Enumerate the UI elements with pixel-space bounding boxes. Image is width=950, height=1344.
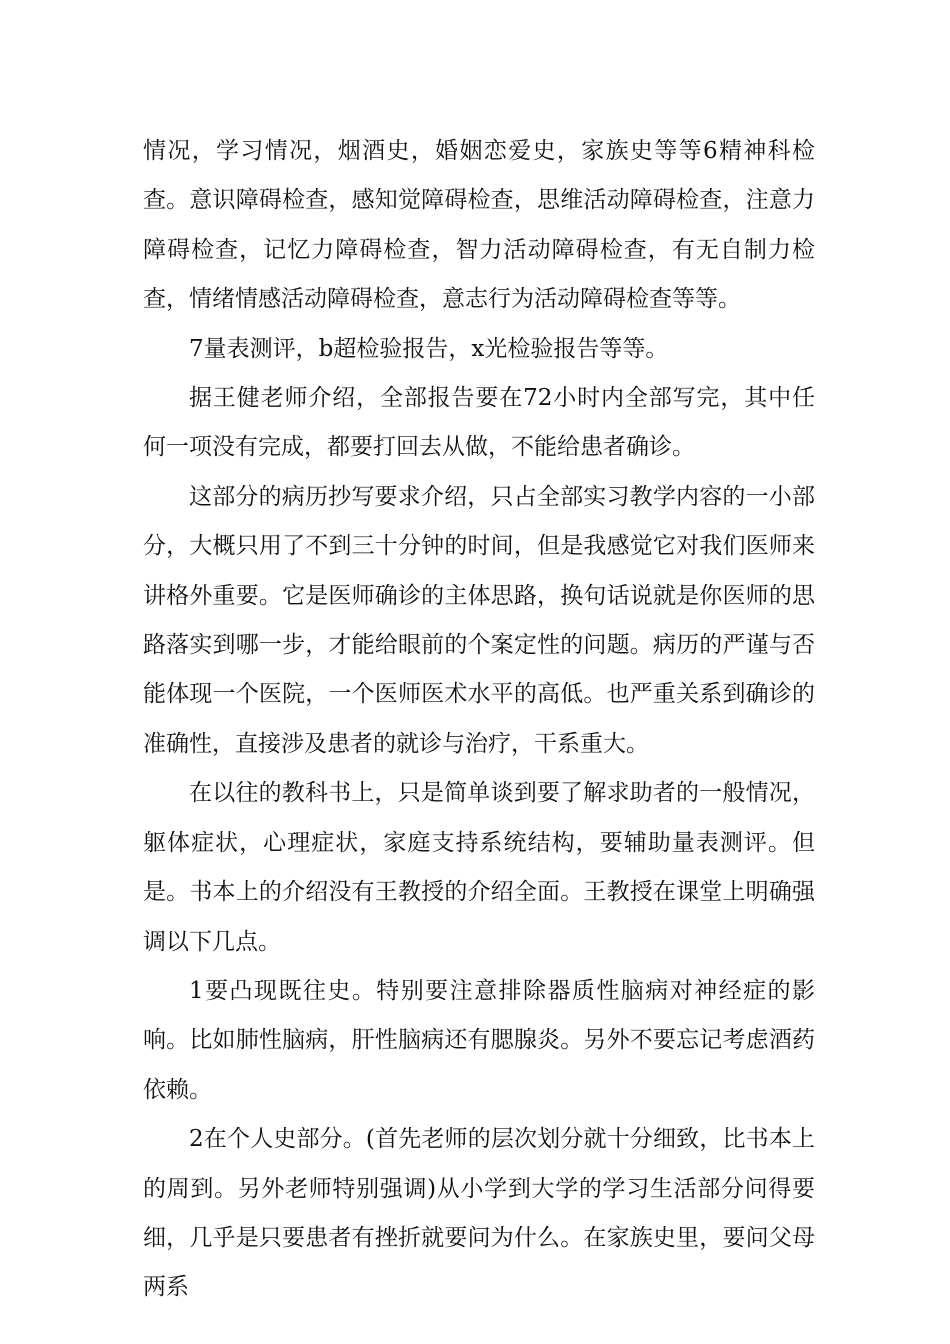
paragraph-5: 在以往的教科书上，只是简单谈到要了解求助者的一般情况，躯体症状，心理症状，家庭支持系统结构，要辅助量表测评。但是。书本上的介绍没有王教授的介绍全面。王教授在课堂上明确强调以下几点。 <box>143 780 815 955</box>
paragraph-3: 据王健老师介绍，全部报告要在72小时内全部写完，其中任何一项没有完成，都要打回去从做，不能给患者确诊。 <box>143 385 815 461</box>
document-body <box>143 127 815 1313</box>
paragraph-1: 情况，学习情况，烟酒史，婚姻恋爱史，家族史等等6精神科检查。意识障碍检查，感知觉障碍检查，思维活动障碍检查，注意力障碍检查，记忆力障碍检查，智力活动障碍检查，有无自制力检查，情绪情感活动障碍检查，意志行为活动障碍检查等等。 <box>143 138 815 313</box>
paragraph-4: 这部分的病历抄写要求介绍，只占全部实习教学内容的一小部分，大概只用了不到三十分钟的时间，但是我感觉它对我们医师来讲格外重要。它是医师确诊的主体思路，换句话说就是你医师的思路落实到哪一步，才能给眼前的个案定性的问题。病历的严谨与否能体现一个医院，一个医师医术水平的高低。也严重关系到确诊的准确性，直接涉及患者的就诊与治疗，干系重大。 <box>143 483 815 757</box>
paragraph-7: 2在个人史部分。(首先老师的层次划分就十分细致，比书本上的周到。另外老师特别强调)从小学到大学的学习生活部分问得要细，几乎是只要患者有挫折就要问为什么。在家族史里，要问父母两系 <box>143 1126 815 1301</box>
paragraph-6: 1要凸现既往史。特别要注意排除器质性脑病对神经症的影响。比如肺性脑病，肝性脑病还有腮腺炎。另外不要忘记考虑酒药依赖。 <box>143 977 815 1103</box>
paragraph-2: 7量表测评，b超检验报告，x光检验报告等等。 <box>189 335 669 362</box>
